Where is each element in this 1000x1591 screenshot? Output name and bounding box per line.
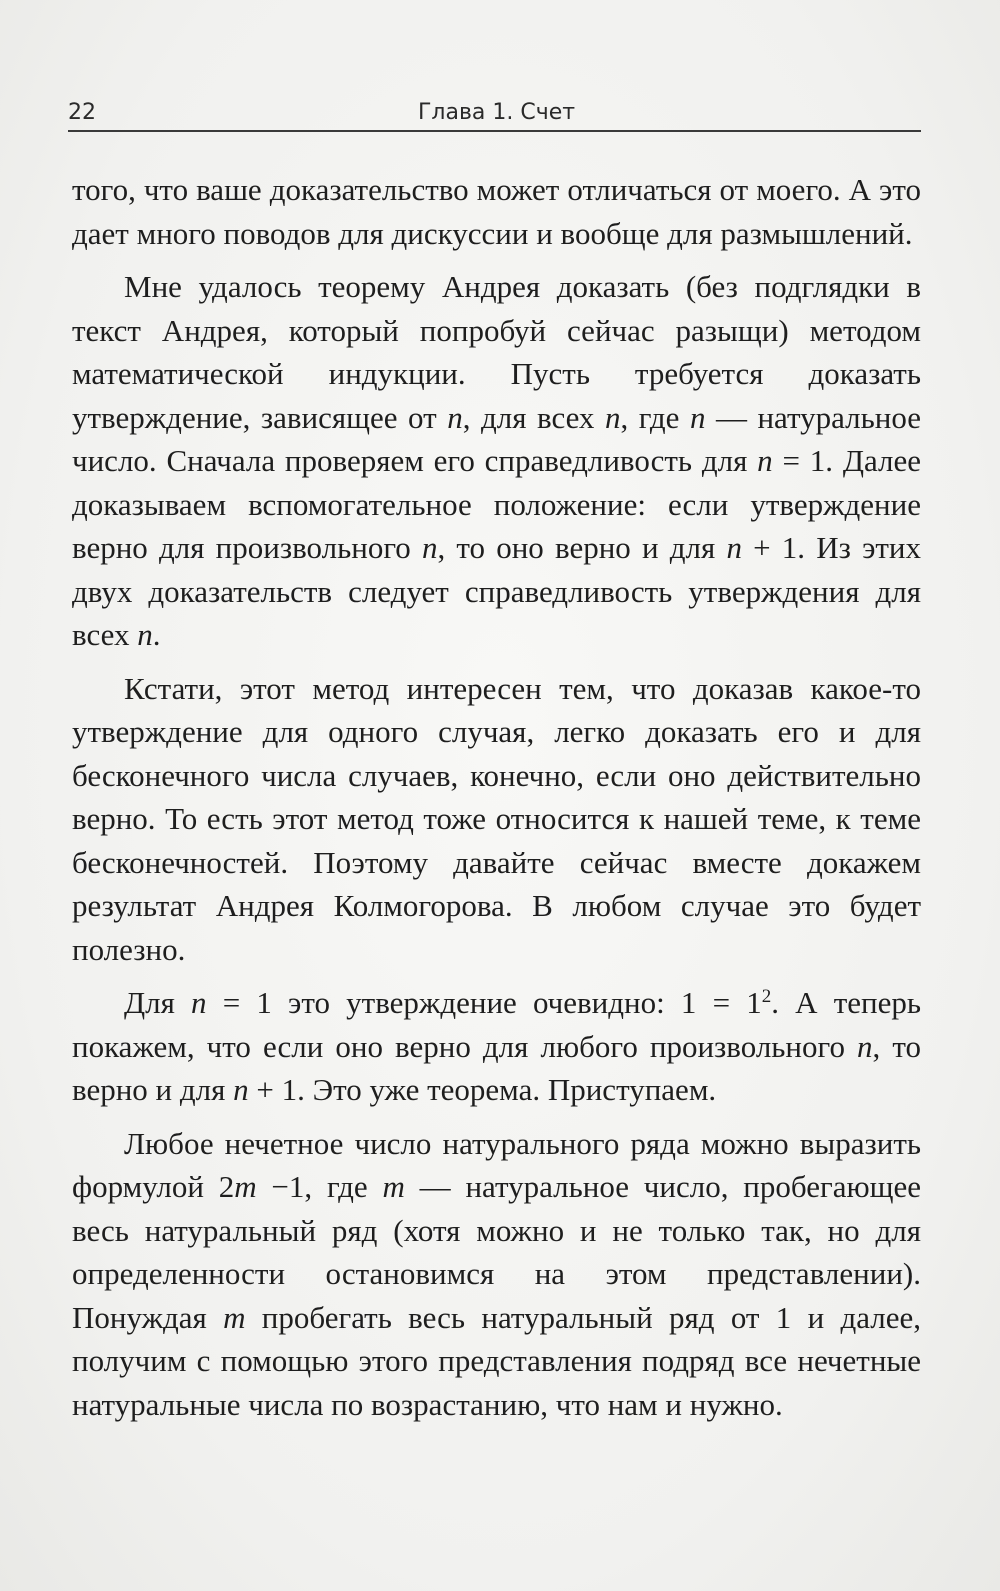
paragraph-2: Мне удалось теорему Андрея доказать (без подглядки в текст Андрея, который попробуй сейчас разыщи) методом математической индукции. Пусть требуется доказать утверждение, зависящее от n, для всех n, где n — натуральное число. Сначала проверяем его справедливость для n = 1. Далее доказываем вспомогательное положение: если утверждение верно для произвольного n, то оно верно и для n + 1. Из этих двух доказательств следует справедливость утверждения для всех n. [72,269,922,652]
header-rule [68,130,921,132]
page-header [68,92,920,132]
body-text [72,168,921,1426]
running-head: Глава 1. Счет [418,100,576,125]
paragraph-4: Для n = 1 это утверждение очевидно: $1 = 1^2$. А теперь покажем, что если оно верно для любого произвольного n, то верно и для n + 1. Это уже теорема. Приступаем. [72,985,922,1107]
page-number: 22 [68,100,96,125]
paragraph-1: того, что ваше доказательство может отличаться от моего. А это дает много поводов для дискуссии и вообще для размышлений. [72,172,921,251]
paragraph-3: Кстати, этот метод интересен тем, что доказав какое-то утверждение для одного случая, легко доказать его и для бесконечного числа случаев, конечно, если оно действительно верно. То есть этот метод тоже относится к нашей теме, к теме бесконечностей. Поэтому давайте сейчас вместе докажем результат Андрея Колмогорова. В любом случае это будет полезно. [72,670,921,967]
paragraph-5: Любое нечетное число натурального ряда можно выразить формулой 2m −1, где m — натуральное число, пробегающее весь натуральный ряд (хотя можно и не только так, но для определенности остановимся на этом представлении). Понуждая m пробегать весь натуральный ряд от 1 и далее, получим с помощью этого представления подряд все нечетные натуральные числа по возрастанию, что нам и нужно. [72,1125,922,1422]
